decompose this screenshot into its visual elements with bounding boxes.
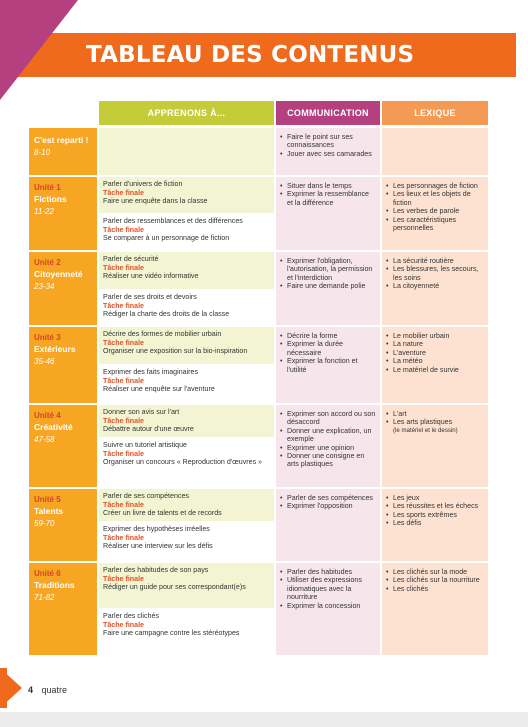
lexique-item: • L'aventure <box>386 349 484 357</box>
unit-pages: 11-22 <box>34 207 54 216</box>
unit-cell <box>29 405 97 487</box>
lexique-cell <box>382 327 488 403</box>
lexique-list <box>386 182 484 232</box>
objective-block <box>99 365 274 394</box>
objective-text: Suivre un tutoriel artistique <box>103 441 187 449</box>
table-row <box>29 489 488 561</box>
unit-cell <box>29 563 97 655</box>
objective-block <box>99 290 274 319</box>
tache-finale-label: Tâche finale <box>103 620 145 629</box>
table-row <box>29 327 488 403</box>
communication-cell <box>276 563 380 655</box>
lexique-item: • Le mobilier urbain <box>386 332 484 340</box>
apprenons-cell <box>99 327 274 403</box>
communication-cell <box>276 405 380 487</box>
lexique-cell <box>382 563 488 655</box>
communication-item: • Exprimer l'opposition <box>280 502 376 510</box>
communication-item: • Exprimer la ressemblance et la différence <box>280 190 376 207</box>
lexique-item: • Les personnages de fiction <box>386 182 484 190</box>
communication-item: • Exprimer la durée nécessaire <box>280 340 376 357</box>
objective-text: Parler des clichés <box>103 612 159 620</box>
table-row <box>29 252 488 325</box>
corner-decoration <box>0 0 78 100</box>
objective-text: Parler de ses droits et devoirs <box>103 293 197 301</box>
communication-item: • Faire le point sur ses connaissances <box>280 133 376 150</box>
communication-item: • Donner une explication, un exemple <box>280 427 376 444</box>
objective-block <box>99 177 274 213</box>
communication-item: • Exprimer une opinion <box>280 444 376 452</box>
page-footer <box>28 685 67 695</box>
page-title: TABLEAU DES CONTENUS <box>86 42 415 68</box>
communication-list <box>280 410 376 469</box>
lexique-item: • Les clichés sur la nourriture <box>386 576 484 584</box>
unit-name: Traditions <box>34 580 75 590</box>
communication-item: • Jouer avec ses camarades <box>280 150 376 158</box>
tache-finale-label: Tâche finale <box>103 301 145 310</box>
communication-list <box>280 257 376 291</box>
lexique-list <box>386 410 484 427</box>
objective-block <box>99 489 274 521</box>
apprenons-cell <box>99 252 274 325</box>
tache-finale-label: Tâche finale <box>103 449 145 458</box>
unit-pages: 47-58 <box>34 435 55 444</box>
lexique-item: • Les défis <box>386 519 484 527</box>
apprenons-cell <box>99 489 274 561</box>
apprenons-cell <box>99 405 274 487</box>
communication-item: • Exprimer la fonction et l'utilité <box>280 357 376 374</box>
apprenons-cell <box>99 177 274 250</box>
unit-label: Unité 2 <box>34 258 61 267</box>
objective-block <box>99 214 274 243</box>
lexique-cell <box>382 405 488 487</box>
unit-cell <box>29 128 97 175</box>
objective-text: Parler d'univers de fiction <box>103 180 183 188</box>
communication-cell <box>276 128 380 175</box>
lexique-item: • La sécurité routière <box>386 257 484 265</box>
tache-finale-label: Tâche finale <box>103 188 145 197</box>
table-row <box>29 177 488 250</box>
objective-text: Exprimer des hypothèses irréelles <box>103 525 210 533</box>
communication-list <box>280 494 376 511</box>
table-row <box>29 128 488 175</box>
communication-cell <box>276 177 380 250</box>
unit-label: Unité 5 <box>34 495 61 504</box>
lexique-cell <box>382 177 488 250</box>
table-row <box>29 405 488 487</box>
objective-block <box>99 252 274 289</box>
lexique-item: • Les blessures, les secours, les soins <box>386 265 484 282</box>
objective-text: Parler des ressemblances et des différences <box>103 217 243 225</box>
unit-pages: 35-46 <box>34 357 55 366</box>
objective-text: Réaliser une interview sur les défis <box>103 542 213 551</box>
lexique-item: • Les sports extrêmes <box>386 511 484 519</box>
communication-list <box>280 182 376 207</box>
lexique-item: • La citoyenneté <box>386 282 484 290</box>
communication-item: • Parler de ses compétences <box>280 494 376 502</box>
tache-finale-label: Tâche finale <box>103 416 145 425</box>
unit-pages: 71-82 <box>34 593 55 602</box>
lexique-item: • Les réussites et les échecs <box>386 502 484 510</box>
unit-label: Unité 4 <box>34 411 61 420</box>
objective-block <box>99 522 274 551</box>
communication-item: • Parler des habitudes <box>280 568 376 576</box>
objective-text: Rédiger un guide pour ses correspondant(e)s <box>103 583 246 592</box>
lexique-item: • La nature <box>386 340 484 348</box>
communication-cell <box>276 252 380 325</box>
lexique-item: • Les arts plastiques <box>386 418 484 426</box>
unit-label: Unité 3 <box>34 333 61 342</box>
objective-text: Réaliser une vidéo informative <box>103 272 199 281</box>
communication-item: • Situer dans le temps <box>280 182 376 190</box>
lexique-cell <box>382 128 488 175</box>
objective-text: Se comparer à un personnage de fiction <box>103 234 230 243</box>
unit-name: Créativité <box>34 422 73 432</box>
lexique-list <box>386 257 484 291</box>
communication-item: • Exprimer l'obligation, l'autorisation, la permission et l'interdiction <box>280 257 376 282</box>
lexique-note: (le matériel et le dessin) <box>393 426 458 434</box>
unit-cell <box>29 177 97 250</box>
lexique-item: • Les verbes de parole <box>386 207 484 215</box>
objective-text: Rédiger la charte des droits de la classe <box>103 310 230 319</box>
table-row <box>29 563 488 655</box>
communication-cell <box>276 327 380 403</box>
communication-list <box>280 133 376 158</box>
unit-pages: 59-70 <box>34 519 55 528</box>
unit-pages: 8-10 <box>34 148 51 157</box>
objective-text: Organiser une exposition sur la bio-inspiration <box>103 347 248 356</box>
communication-item: • Exprimer son accord ou son désaccord <box>280 410 376 427</box>
objective-block <box>99 327 274 364</box>
objective-text: Débattre autour d'une œuvre <box>103 425 194 434</box>
objective-text: Exprimer des faits imaginaires <box>103 368 199 376</box>
lexique-item: • La météo <box>386 357 484 365</box>
objective-block <box>99 563 274 608</box>
objective-block <box>99 405 274 437</box>
communication-item: • Faire une demande polie <box>280 282 376 290</box>
lexique-item: • Les clichés sur la mode <box>386 568 484 576</box>
page-word: quatre <box>41 685 68 695</box>
objective-text: Parler de sécurité <box>103 255 159 263</box>
communication-item: • Exprimer la concession <box>280 602 376 610</box>
unit-name: Citoyenneté <box>34 269 83 279</box>
tache-finale-label: Tâche finale <box>103 225 145 234</box>
objective-text: Décrire des formes de mobilier urbain <box>103 330 222 338</box>
communication-list <box>280 332 376 374</box>
communication-cell <box>276 489 380 561</box>
objective-text: Donner son avis sur l'art <box>103 408 180 416</box>
page-number: 4 <box>28 685 34 695</box>
lexique-list <box>386 332 484 374</box>
bottom-margin <box>0 712 528 727</box>
tache-finale-label: Tâche finale <box>103 338 145 347</box>
apprenons-cell <box>99 128 274 175</box>
communication-item: • Donner une consigne en arts plastiques <box>280 452 376 469</box>
lexique-item: • Le matériel de survie <box>386 366 484 374</box>
lexique-item: • Les caractéristiques personnelles <box>386 216 484 233</box>
lexique-item: • Les lieux et les objets de fiction <box>386 190 484 207</box>
unit-cell <box>29 489 97 561</box>
unit-cell <box>29 252 97 325</box>
objective-text: Organiser un concours « Reproduction d'œuvres » <box>103 458 263 467</box>
tache-finale-label: Tâche finale <box>103 574 145 583</box>
unit-name: Extérieurs <box>34 344 76 354</box>
lexique-item: • L'art <box>386 410 484 418</box>
lexique-cell <box>382 489 488 561</box>
footer-triangle <box>0 668 22 708</box>
objective-text: Parler des habitudes de son pays <box>103 566 209 574</box>
communication-item: • Utiliser des expressions idiomatiques avec la nourriture <box>280 576 376 601</box>
unit-name: Talents <box>34 506 64 516</box>
header-communication: COMMUNICATION <box>276 101 380 125</box>
objective-block <box>99 609 274 638</box>
lexique-list <box>386 568 484 593</box>
apprenons-cell <box>99 563 274 655</box>
objective-text: Créer un livre de talents et de records <box>103 509 222 518</box>
tache-finale-label: Tâche finale <box>103 533 145 542</box>
communication-item: • Décrire la forme <box>280 332 376 340</box>
header-lexique: LEXIQUE <box>382 101 488 125</box>
lexique-item: • Les clichés <box>386 585 484 593</box>
objective-text: Faire une campagne contre les stéréotypes <box>103 629 240 638</box>
unit-pages: 23-34 <box>34 282 55 291</box>
lexique-list <box>386 494 484 528</box>
tache-finale-label: Tâche finale <box>103 376 145 385</box>
unit-cell <box>29 327 97 403</box>
lexique-cell <box>382 252 488 325</box>
objective-text: Faire une enquête dans la classe <box>103 197 208 206</box>
objective-block <box>99 438 274 467</box>
communication-list <box>280 568 376 610</box>
unit-label: Unité 6 <box>34 569 61 578</box>
tache-finale-label: Tâche finale <box>103 263 145 272</box>
unit-name: C'est reparti ! <box>34 135 89 145</box>
objective-text: Réaliser une enquête sur l'aventure <box>103 385 215 394</box>
lexique-item: • Les jeux <box>386 494 484 502</box>
unit-label: Unité 1 <box>34 183 61 192</box>
tache-finale-label: Tâche finale <box>103 500 145 509</box>
header-apprenons: APPRENONS À... <box>99 101 274 125</box>
unit-name: Fictions <box>34 194 67 204</box>
objective-text: Parler de ses compétences <box>103 492 189 500</box>
